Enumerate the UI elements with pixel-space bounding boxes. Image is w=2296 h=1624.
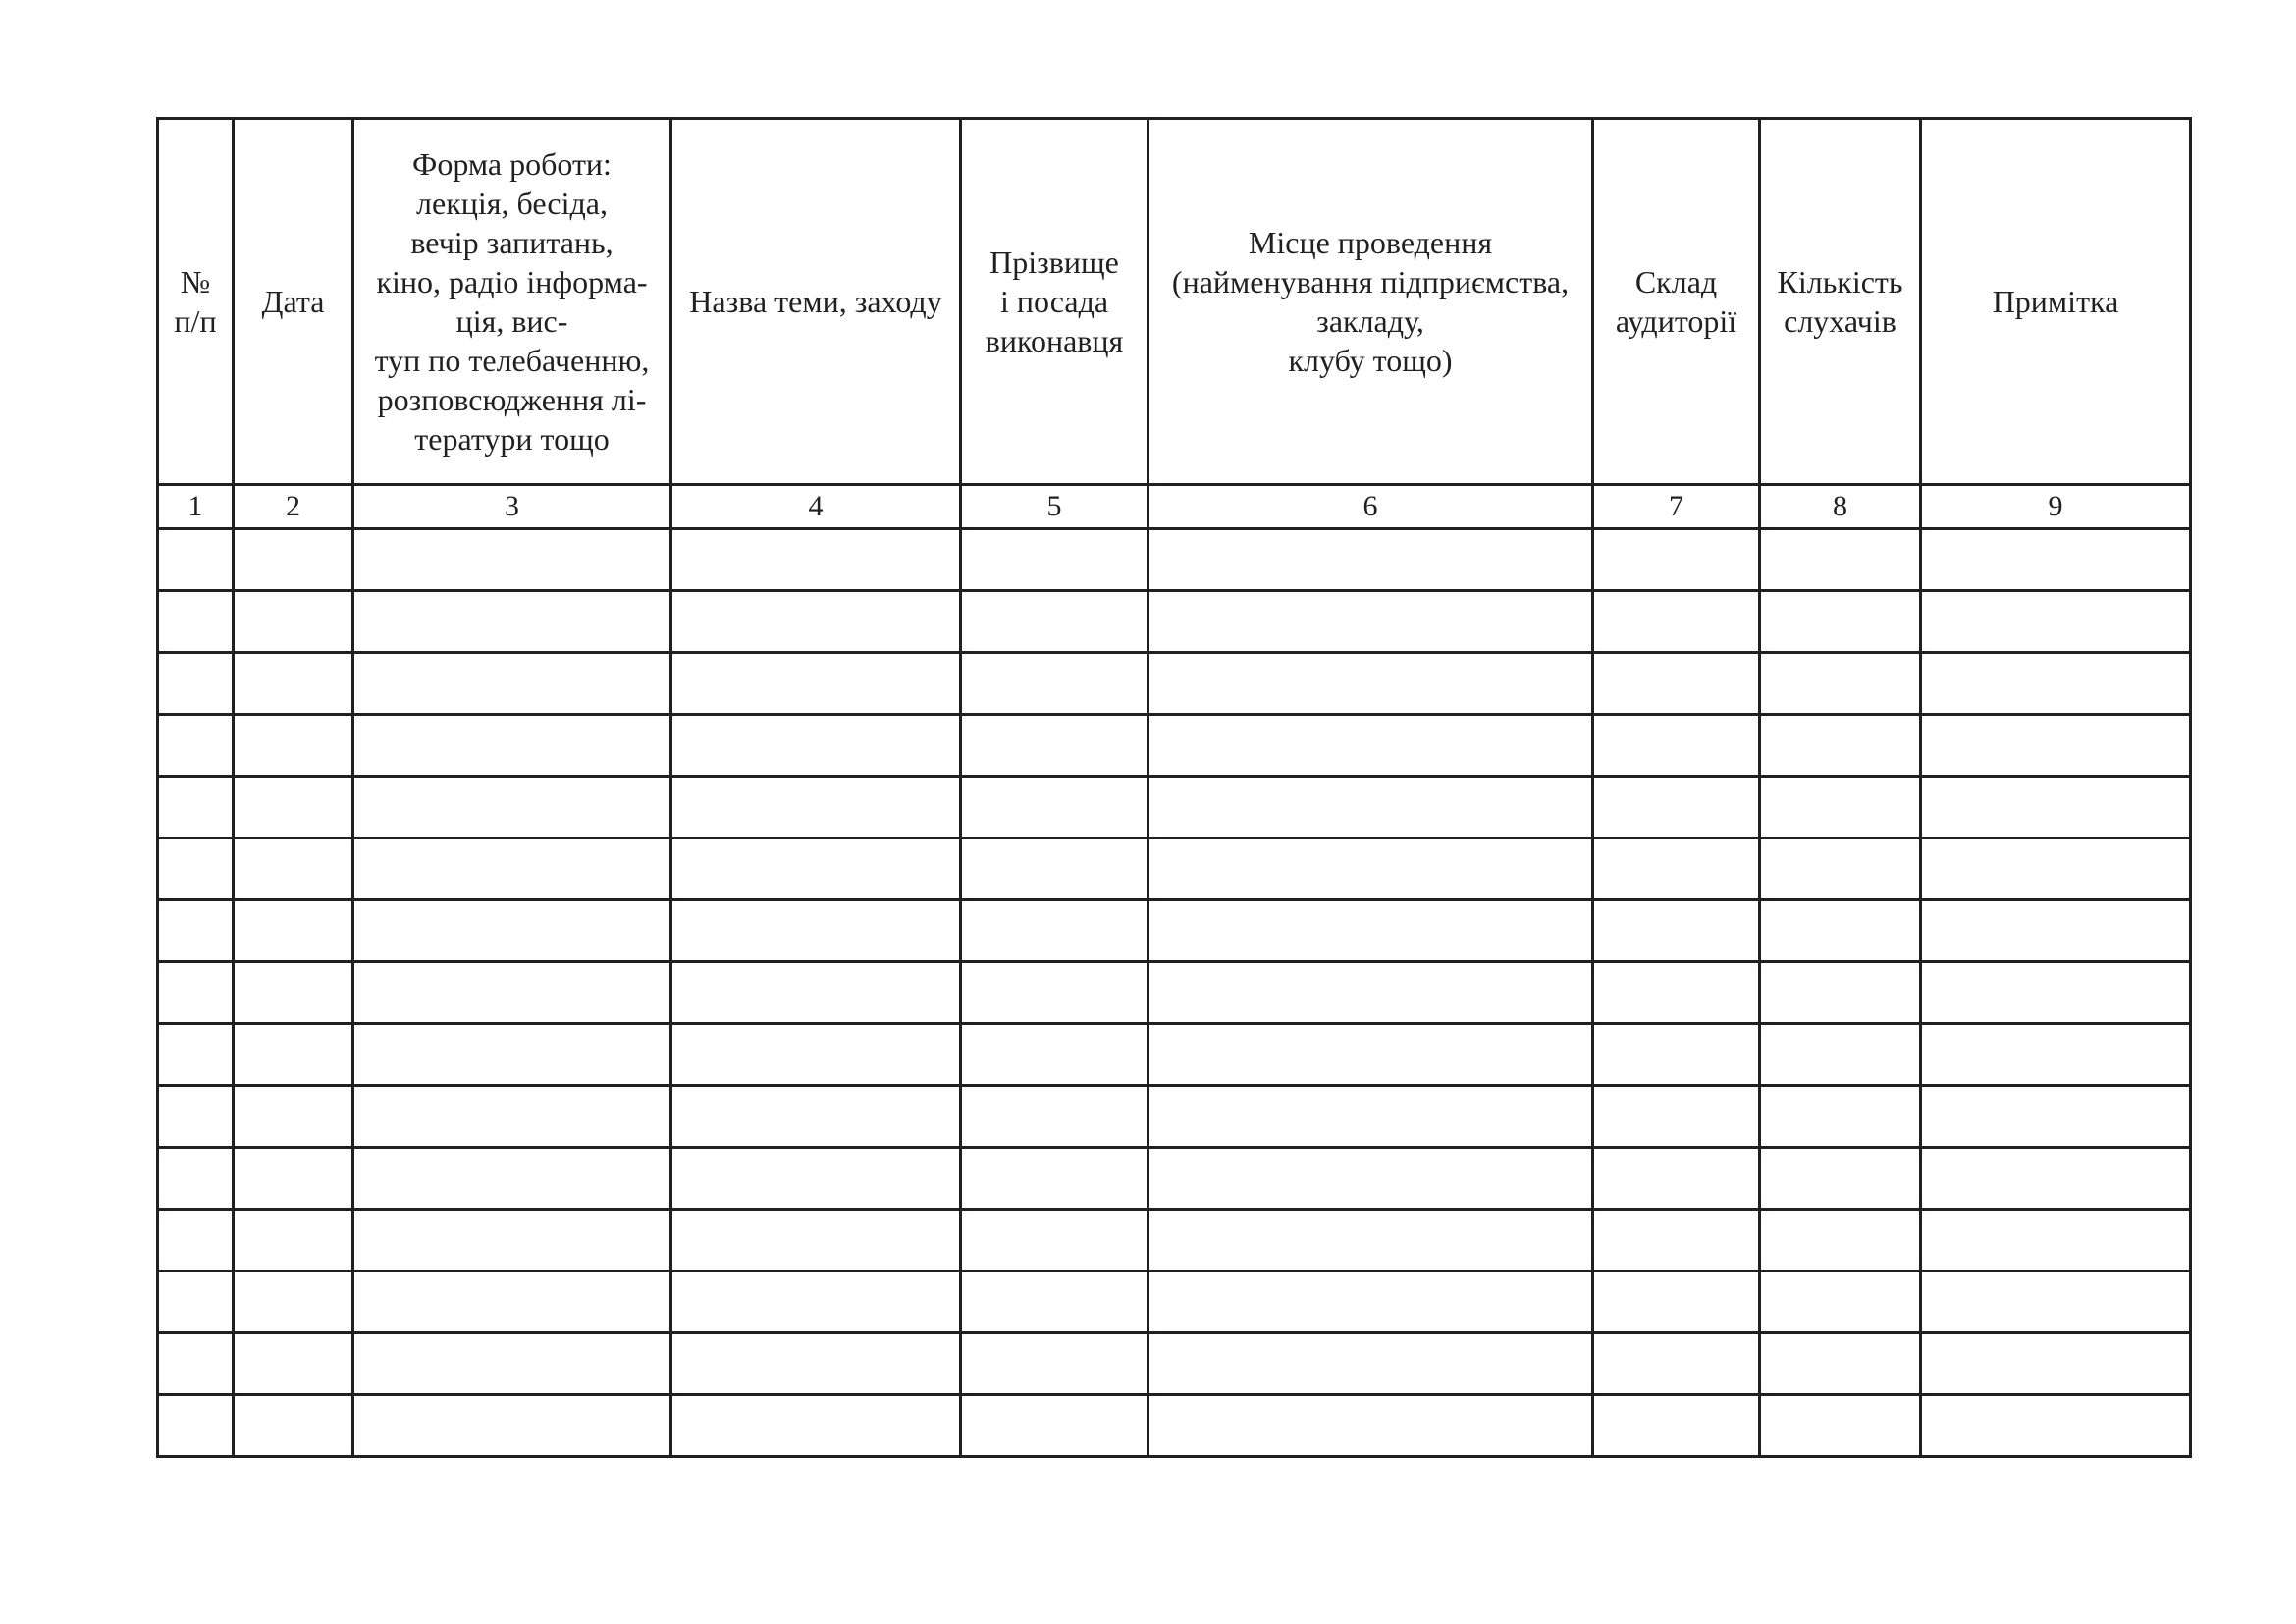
table-cell[interactable] — [1593, 962, 1760, 1024]
column-number: 4 — [671, 485, 961, 529]
table-cell[interactable] — [961, 591, 1148, 653]
table-cell[interactable] — [158, 1024, 234, 1086]
table-cell[interactable] — [1593, 591, 1760, 653]
table-cell[interactable] — [1593, 529, 1760, 591]
table-cell[interactable] — [158, 900, 234, 962]
table-cell[interactable] — [1593, 1086, 1760, 1148]
table-cell[interactable] — [1593, 1148, 1760, 1210]
table-cell[interactable] — [961, 777, 1148, 839]
table-cell[interactable] — [1593, 900, 1760, 962]
table-cell[interactable] — [1593, 1024, 1760, 1086]
table-cell[interactable] — [1921, 1086, 2191, 1148]
table-cell[interactable] — [353, 1210, 671, 1272]
table-cell[interactable] — [234, 715, 353, 777]
table-cell[interactable] — [1760, 1395, 1921, 1457]
table-row — [158, 777, 2191, 839]
table-cell[interactable] — [671, 1272, 961, 1333]
table-cell[interactable] — [234, 839, 353, 900]
table-cell[interactable] — [234, 653, 353, 715]
table-cell[interactable] — [671, 1210, 961, 1272]
table-cell[interactable] — [671, 653, 961, 715]
header-venue-label: Місце проведення (найменування підприємства, закладу, клубу тощо) — [1171, 225, 1570, 378]
header-note — [1921, 119, 2191, 485]
table-cell[interactable] — [234, 1148, 353, 1210]
header-performer-label: Прізвище і посада виконавця — [985, 244, 1124, 358]
table-row — [158, 1333, 2191, 1395]
header-date-label: Дата — [261, 284, 325, 319]
table-cell[interactable] — [158, 529, 234, 591]
table-cell[interactable] — [1148, 1024, 1593, 1086]
table-cell[interactable] — [353, 653, 671, 715]
table-cell[interactable] — [353, 1333, 671, 1395]
table-cell[interactable] — [961, 1210, 1148, 1272]
table-cell[interactable] — [234, 1086, 353, 1148]
table-cell[interactable] — [671, 1395, 961, 1457]
table-cell[interactable] — [1760, 529, 1921, 591]
table-cell[interactable] — [961, 1148, 1148, 1210]
table-row — [158, 1395, 2191, 1457]
table-cell[interactable] — [961, 1272, 1148, 1333]
table-cell[interactable] — [158, 715, 234, 777]
column-number: 3 — [353, 485, 671, 529]
table-cell[interactable] — [1921, 839, 2191, 900]
header-topic-label: Назва теми, заходу — [689, 284, 942, 319]
table-cell[interactable] — [961, 529, 1148, 591]
table-cell[interactable] — [961, 839, 1148, 900]
table-cell[interactable] — [353, 1086, 671, 1148]
table-cell[interactable] — [1760, 962, 1921, 1024]
column-number: 5 — [961, 485, 1148, 529]
header-number — [158, 119, 234, 485]
table-cell[interactable] — [234, 1024, 353, 1086]
table-cell[interactable] — [1760, 777, 1921, 839]
table-cell[interactable] — [1593, 777, 1760, 839]
table-cell[interactable] — [1148, 529, 1593, 591]
table-cell[interactable] — [1148, 1395, 1593, 1457]
table-header-row — [158, 119, 2191, 485]
header-work-form-label: Форма роботи: лекція, бесіда, вечір запитань, кіно, радіо інформа- ція, вис- туп по телебаченню, розповсюдження лі- тератури тощо — [374, 146, 650, 457]
table-cell[interactable] — [234, 591, 353, 653]
table-cell[interactable] — [158, 1086, 234, 1148]
table-cell[interactable] — [1148, 1210, 1593, 1272]
table-cell[interactable] — [234, 1395, 353, 1457]
table-cell[interactable] — [234, 962, 353, 1024]
header-listeners-label: Кількість слухачів — [1777, 264, 1903, 339]
table-cell[interactable] — [1760, 653, 1921, 715]
table-cell[interactable] — [1148, 777, 1593, 839]
activity-log-table — [156, 117, 2192, 1458]
table-cell[interactable] — [671, 1086, 961, 1148]
table-cell[interactable] — [1593, 715, 1760, 777]
table-cell[interactable] — [1921, 777, 2191, 839]
table-cell[interactable] — [158, 1148, 234, 1210]
table-cell[interactable] — [353, 1024, 671, 1086]
table-cell[interactable] — [671, 529, 961, 591]
column-number-row — [158, 485, 2191, 529]
table-cell[interactable] — [671, 591, 961, 653]
table-cell[interactable] — [158, 591, 234, 653]
table-cell[interactable] — [234, 529, 353, 591]
header-audience-label: Склад аудиторії — [1615, 264, 1737, 339]
table-cell[interactable] — [234, 900, 353, 962]
table-cell[interactable] — [1921, 962, 2191, 1024]
table-cell[interactable] — [353, 1148, 671, 1210]
column-number: 2 — [234, 485, 353, 529]
table-cell[interactable] — [353, 1395, 671, 1457]
table-cell[interactable] — [1760, 1210, 1921, 1272]
header-audience — [1593, 119, 1760, 485]
table-row — [158, 900, 2191, 962]
table-row — [158, 529, 2191, 591]
table-cell[interactable] — [671, 715, 961, 777]
table-row — [158, 591, 2191, 653]
column-number: 8 — [1760, 485, 1921, 529]
table-cell[interactable] — [1593, 653, 1760, 715]
table-cell[interactable] — [158, 1210, 234, 1272]
table-cell[interactable] — [1921, 1210, 2191, 1272]
table-row — [158, 1210, 2191, 1272]
table-cell[interactable] — [1760, 715, 1921, 777]
table-cell[interactable] — [234, 777, 353, 839]
table-cell[interactable] — [353, 1272, 671, 1333]
table-cell[interactable] — [1921, 1395, 2191, 1457]
header-performer — [961, 119, 1148, 485]
table-cell[interactable] — [961, 1024, 1148, 1086]
table-cell[interactable] — [1760, 1148, 1921, 1210]
table-cell[interactable] — [1148, 900, 1593, 962]
table-cell[interactable] — [961, 715, 1148, 777]
table-cell[interactable] — [1921, 900, 2191, 962]
table-cell[interactable] — [1593, 1272, 1760, 1333]
table-row — [158, 1148, 2191, 1210]
table-row — [158, 839, 2191, 900]
table-cell[interactable] — [1148, 1086, 1593, 1148]
table-cell[interactable] — [158, 1395, 234, 1457]
column-number: 6 — [1148, 485, 1593, 529]
table-cell[interactable] — [961, 900, 1148, 962]
table-cell[interactable] — [353, 900, 671, 962]
table-row — [158, 1272, 2191, 1333]
table-cell[interactable] — [1921, 1272, 2191, 1333]
table-body — [158, 485, 2191, 1457]
table-cell[interactable] — [1148, 715, 1593, 777]
table-cell[interactable] — [1148, 1272, 1593, 1333]
table-cell[interactable] — [671, 962, 961, 1024]
table-cell[interactable] — [1148, 962, 1593, 1024]
table-cell[interactable] — [961, 962, 1148, 1024]
table-cell[interactable] — [671, 1024, 961, 1086]
header-topic — [671, 119, 961, 485]
table-row — [158, 715, 2191, 777]
table-cell[interactable] — [1148, 839, 1593, 900]
table-cell[interactable] — [1921, 653, 2191, 715]
table-cell[interactable] — [1760, 1086, 1921, 1148]
table-cell[interactable] — [158, 653, 234, 715]
table-cell[interactable] — [353, 962, 671, 1024]
table-cell[interactable] — [1593, 839, 1760, 900]
table-row — [158, 653, 2191, 715]
table-cell[interactable] — [158, 839, 234, 900]
table-cell[interactable] — [1760, 900, 1921, 962]
table-cell[interactable] — [1148, 1148, 1593, 1210]
column-number: 1 — [158, 485, 234, 529]
table-cell[interactable] — [1593, 1210, 1760, 1272]
header-venue — [1148, 119, 1593, 485]
table-cell[interactable] — [158, 1272, 234, 1333]
column-number: 9 — [1921, 485, 2191, 529]
table-row — [158, 962, 2191, 1024]
table-cell[interactable] — [1760, 1272, 1921, 1333]
table-cell[interactable] — [353, 777, 671, 839]
table-row — [158, 1024, 2191, 1086]
table-cell[interactable] — [1593, 1333, 1760, 1395]
table-cell[interactable] — [158, 1333, 234, 1395]
table-cell[interactable] — [234, 1210, 353, 1272]
table-cell[interactable] — [1921, 1148, 2191, 1210]
header-date — [234, 119, 353, 485]
table-cell[interactable] — [1921, 591, 2191, 653]
table-cell[interactable] — [1148, 653, 1593, 715]
header-listeners — [1760, 119, 1921, 485]
table-cell[interactable] — [671, 1333, 961, 1395]
table-cell[interactable] — [353, 591, 671, 653]
table-cell[interactable] — [961, 1086, 1148, 1148]
header-work-form — [353, 119, 671, 485]
table-cell[interactable] — [234, 1333, 353, 1395]
table-cell[interactable] — [158, 777, 234, 839]
table-cell[interactable] — [671, 1148, 961, 1210]
table-cell[interactable] — [671, 839, 961, 900]
header-note-label: Примітка — [1992, 284, 2119, 319]
table-cell[interactable] — [1148, 591, 1593, 653]
table-cell[interactable] — [961, 1395, 1148, 1457]
table-cell[interactable] — [1760, 1333, 1921, 1395]
table-cell[interactable] — [961, 653, 1148, 715]
table-cell[interactable] — [1760, 839, 1921, 900]
table-row — [158, 1086, 2191, 1148]
table-cell[interactable] — [158, 962, 234, 1024]
table-cell[interactable] — [1921, 1333, 2191, 1395]
table-cell[interactable] — [1921, 529, 2191, 591]
table-cell[interactable] — [1760, 1024, 1921, 1086]
table-cell[interactable] — [1760, 591, 1921, 653]
table-cell[interactable] — [234, 1272, 353, 1333]
table-cell[interactable] — [1921, 1024, 2191, 1086]
header-number-label: № п/п — [174, 264, 217, 339]
table-cell[interactable] — [961, 1333, 1148, 1395]
table-cell[interactable] — [1921, 715, 2191, 777]
table-cell[interactable] — [353, 715, 671, 777]
table-cell[interactable] — [353, 529, 671, 591]
table-cell[interactable] — [671, 777, 961, 839]
table-cell[interactable] — [1593, 1395, 1760, 1457]
table-cell[interactable] — [671, 900, 961, 962]
table-cell[interactable] — [353, 839, 671, 900]
column-number: 7 — [1593, 485, 1760, 529]
table-cell[interactable] — [1148, 1333, 1593, 1395]
